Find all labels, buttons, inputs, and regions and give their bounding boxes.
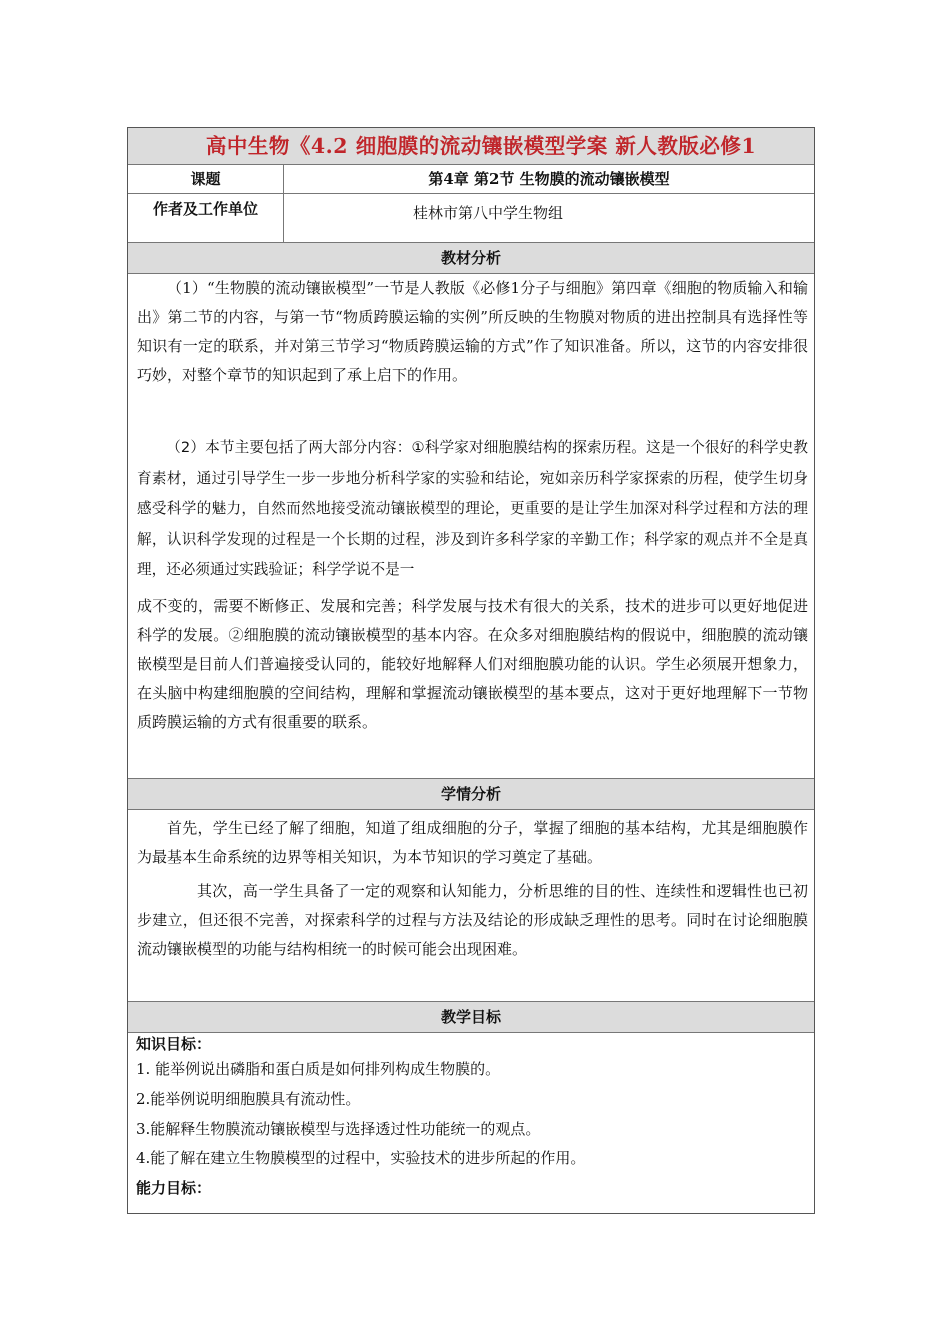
textbook-paragraph-2a: （2）本节主要包括了两大部分内容：①科学家对细胞膜结构的探索历程。这是一个很好的科学史教育素材，通过引导学生一步一步地分析科学家的实验和结论，宛如亲历科学家探索的历程，使学生切身感受科学的魅力，自然而然地接受流动镶嵌模型的理论，更重要的是让学生加深对科学过程和方法的理解，认识科学发现的过程是一个长期的过程，涉及到许多科学家的辛勤工作；科学家的观点并不全是真理，还必须通过实践验证；科学学说不是一 [137,439,808,578]
teaching-goals-heading: 教学目标 [128,1002,814,1033]
textbook-paragraph-1: （1）“生物膜的流动镶嵌模型”一节是人教版《必修1分子与细胞》第四章《细胞的物质输入和输出》第二节的内容，与第一节“物质跨膜运输的实例”所反映的生物膜对物质的进出控制具有选择性等知识有一定的联系，并对第三节学习“物质跨膜运输的方式”作了知识准备。所以，这节的内容安排很巧妙，对整个章节的知识起到了承上启下的作用。 [137,279,808,384]
student-analysis-heading: 学情分析 [128,779,814,810]
author-value: 桂林市第八中学生物组 [413,204,564,222]
goal-item: 1. 能举例说出磷脂和蛋白质是如何排列构成生物膜的。 [136,1060,501,1078]
student-analysis-body [128,810,814,1002]
lesson-label: 课题 [128,165,284,193]
ability-goals-label: 能力目标： [136,1179,212,1198]
lesson-plan-table [127,127,815,1214]
lesson-value: 第4章 第2节 生物膜的流动镶嵌模型 [428,170,670,188]
lesson-row [128,165,814,194]
textbook-paragraph-2b: 成不变的，需要不断修正、发展和完善；科学发展与技术有很大的关系，技术的进步可以更好地促进科学的发展。②细胞膜的流动镶嵌模型的基本内容。在众多对细胞膜结构的假说中，细胞膜的流动镶嵌模型是目前人们普遍接受认同的，能较好地解释人们对细胞膜功能的认识。学生必须展开想象力，在头脑中构建细胞膜的空间结构，理解和掌握流动镶嵌模型的基本要点，这对于更好地理解下一节物质跨膜运输的方式有很重要的联系。 [137,596,808,731]
author-label: 作者及工作单位 [128,194,284,242]
student-paragraph-1: 首先，学生已经了解了细胞，知道了组成细胞的分子，掌握了细胞的基本结构，尤其是细胞膜作为最基本生命系统的边界等相关知识，为本节知识的学习奠定了基础。 [137,819,808,866]
teaching-goals-body [128,1033,814,1213]
document-title: 高中生物《4.2 细胞膜的流动镶嵌模型学案 新人教版必修1 [128,128,814,165]
goal-item: 2.能举例说明细胞膜具有流动性。 [136,1089,361,1108]
author-row [128,194,814,243]
goal-item: 3.能解释生物膜流动镶嵌模型与选择透过性功能统一的观点。 [136,1119,541,1138]
textbook-analysis-body [128,274,814,779]
textbook-analysis-heading: 教材分析 [128,243,814,274]
knowledge-goals-label: 知识目标： [136,1035,212,1053]
goal-item: 4.能了解在建立生物膜模型的过程中，实验技术的进步所起的作用。 [136,1149,586,1168]
student-paragraph-2: 其次，高一学生具备了一定的观察和认知能力，分析思维的目的性、连续性和逻辑性也已初步建立，但还很不完善，对探索科学的过程与方法及结论的形成缺乏理性的思考。同时在讨论细胞膜流动镶嵌模型的功能与结构相统一的时候可能会出现困难。 [137,882,808,958]
